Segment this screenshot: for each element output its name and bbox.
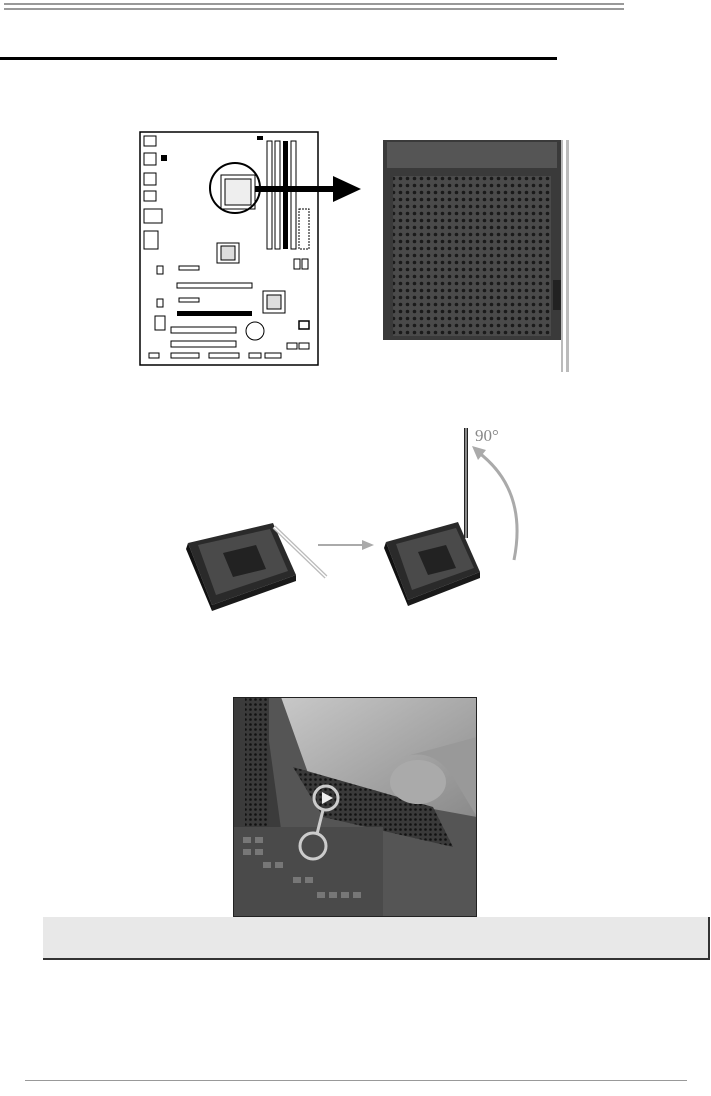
header-rule-bottom [4, 8, 624, 10]
right-arrow-icon [255, 176, 361, 202]
header-rule-top [4, 3, 624, 5]
angle-label: 90° [475, 426, 499, 445]
socket-lever-closed-figure [178, 505, 338, 615]
cpu-insertion-photo [233, 697, 477, 917]
footer-rule [25, 1080, 687, 1081]
socket-lever-raised-figure [378, 420, 528, 610]
gray-arrow-icon [318, 538, 374, 552]
note-box [43, 917, 710, 960]
motherboard-layout-figure [139, 131, 319, 366]
section-title-rule [0, 57, 557, 60]
socket-closeup-photo [383, 140, 575, 372]
